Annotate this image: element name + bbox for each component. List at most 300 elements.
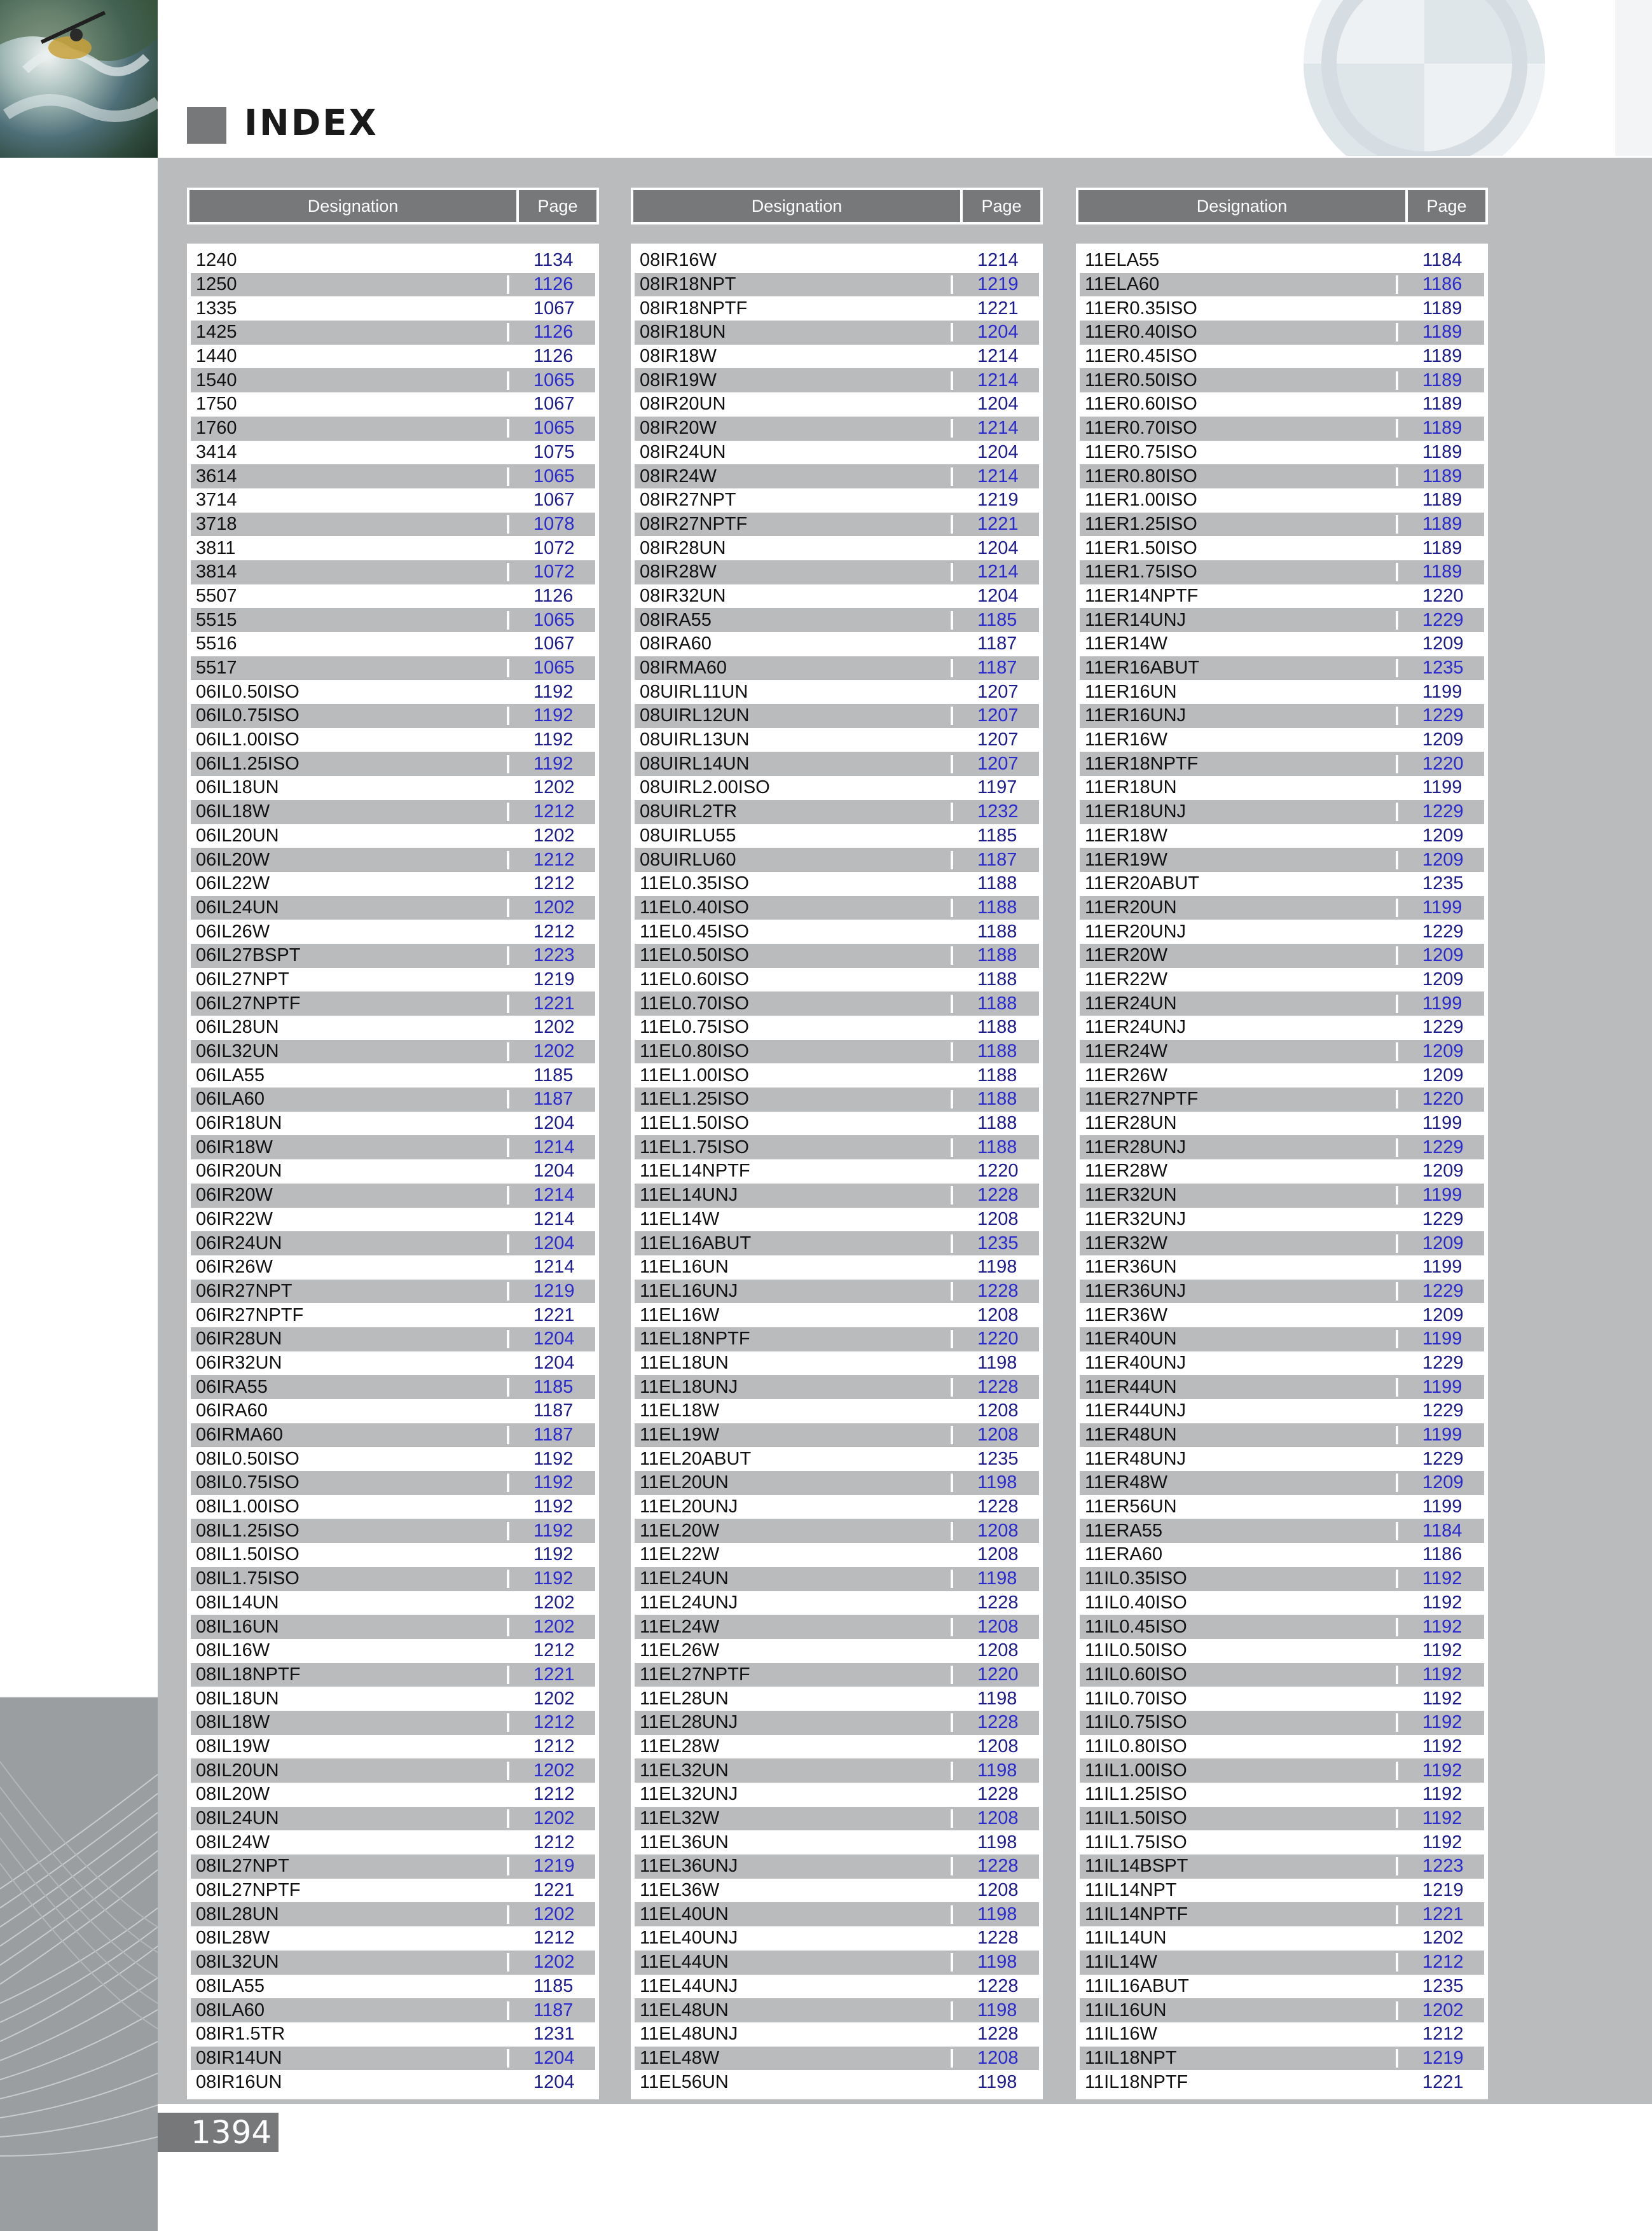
- table-row: [191, 1184, 595, 1208]
- page-link[interactable]: 1188: [977, 993, 1017, 1014]
- designation-cell: 11IL1.75ISO: [1085, 1832, 1187, 1853]
- page-link[interactable]: 1202: [533, 1760, 575, 1781]
- page-link[interactable]: 1199: [1422, 1425, 1463, 1446]
- page-link[interactable]: 1219: [533, 1280, 575, 1301]
- designation-cell: 11ER28W: [1085, 1161, 1168, 1182]
- page-link[interactable]: 1204: [533, 1233, 575, 1254]
- page-link[interactable]: 1192: [1422, 1688, 1463, 1709]
- page-link[interactable]: 1202: [533, 777, 575, 798]
- designation-cell: 11IL16W: [1085, 2024, 1157, 2045]
- page-link[interactable]: 1192: [533, 1520, 574, 1541]
- table-row: [191, 1471, 595, 1495]
- page-link[interactable]: 1065: [533, 609, 575, 630]
- table-row: [1080, 1327, 1484, 1351]
- page-link[interactable]: 1198: [977, 1688, 1017, 1709]
- page-link[interactable]: 1209: [1422, 1161, 1464, 1182]
- page-link[interactable]: 1075: [533, 441, 575, 462]
- page-link[interactable]: 1192: [533, 729, 574, 750]
- page-link[interactable]: 1221: [977, 298, 1019, 319]
- page-link[interactable]: 1235: [1422, 658, 1464, 679]
- page-link[interactable]: 1065: [533, 658, 575, 679]
- page-link[interactable]: 1214: [977, 250, 1019, 271]
- page-link[interactable]: 1212: [533, 1712, 575, 1733]
- page-link[interactable]: 1229: [1422, 1017, 1464, 1038]
- page-link[interactable]: 1228: [977, 1928, 1019, 1949]
- page-link[interactable]: 1221: [533, 1664, 575, 1685]
- page-link[interactable]: 1232: [977, 801, 1019, 822]
- page-link[interactable]: 1209: [1422, 1304, 1464, 1325]
- designation-cell: 11IL14UN: [1085, 1928, 1167, 1949]
- page-link[interactable]: 1204: [977, 441, 1019, 462]
- table-row: [191, 1351, 595, 1376]
- page-link[interactable]: 1221: [533, 1880, 575, 1901]
- page-link[interactable]: 1202: [533, 1688, 575, 1709]
- page-link[interactable]: 1189: [1422, 370, 1463, 390]
- page-link[interactable]: 1229: [1422, 705, 1464, 726]
- page-link[interactable]: 1192: [1422, 1640, 1463, 1661]
- page-link[interactable]: 1208: [977, 1640, 1019, 1661]
- page-link[interactable]: 1192: [1422, 1736, 1463, 1757]
- page-link[interactable]: 1229: [1422, 1352, 1464, 1373]
- page-link[interactable]: 1212: [533, 801, 575, 822]
- page-link[interactable]: 1072: [533, 537, 575, 558]
- page-link[interactable]: 1067: [533, 633, 575, 654]
- page-link[interactable]: 1202: [1422, 2000, 1464, 2020]
- page-link[interactable]: 1192: [1422, 1760, 1463, 1781]
- designation-cell: 11ER0.75ISO: [1085, 441, 1197, 462]
- table-row: [1080, 1711, 1484, 1735]
- page-link[interactable]: 1209: [1422, 729, 1464, 750]
- page-link[interactable]: 1187: [533, 1400, 574, 1421]
- designation-cell: 08IR16W: [640, 250, 717, 271]
- page-link[interactable]: 1207: [977, 729, 1019, 750]
- designation-cell: 11ER56UN: [1085, 1496, 1177, 1517]
- page-link[interactable]: 1214: [977, 562, 1019, 583]
- designation-cell: 11IL14BSPT: [1080, 1857, 1398, 1875]
- page-link[interactable]: 1189: [1422, 466, 1463, 487]
- page-link[interactable]: 1198: [977, 1760, 1017, 1781]
- page-link[interactable]: 1228: [977, 1784, 1019, 1805]
- page-link[interactable]: 1212: [1422, 1952, 1464, 1973]
- page-link[interactable]: 1187: [533, 2000, 574, 2020]
- page-link[interactable]: 1192: [533, 1496, 574, 1517]
- table-row: [191, 1926, 595, 1951]
- page-link[interactable]: 1235: [977, 1233, 1019, 1254]
- page-link[interactable]: 1188: [977, 1065, 1017, 1086]
- page-link[interactable]: 1189: [1422, 394, 1463, 415]
- page-link[interactable]: 1204: [533, 1161, 575, 1182]
- page-link[interactable]: 1208: [977, 1808, 1019, 1829]
- page-link[interactable]: 1189: [1422, 346, 1463, 367]
- table-row: [635, 920, 1039, 944]
- page-link[interactable]: 1204: [533, 1352, 575, 1373]
- page-link[interactable]: 1214: [977, 466, 1019, 487]
- page-link[interactable]: 1192: [533, 1544, 574, 1565]
- page-link[interactable]: 1198: [977, 2000, 1017, 2020]
- designation-cell: 08UIRL12UN: [635, 707, 953, 725]
- page-link[interactable]: 1188: [977, 1113, 1017, 1134]
- table-row: [191, 728, 595, 752]
- table-row: [635, 1902, 1039, 1926]
- page-link[interactable]: 1192: [533, 1448, 574, 1469]
- page-link[interactable]: 1212: [533, 1832, 575, 1853]
- page-link[interactable]: 1187: [977, 849, 1017, 870]
- table-row: [191, 513, 595, 537]
- page-link[interactable]: 1219: [533, 1856, 575, 1877]
- page-link[interactable]: 1220: [1422, 753, 1464, 774]
- table-row: [191, 488, 595, 513]
- page-link[interactable]: 1185: [533, 1065, 574, 1086]
- page-link[interactable]: 1202: [533, 1616, 575, 1637]
- designation-cell: 11ELA60: [1080, 275, 1398, 294]
- page-link[interactable]: 1209: [1422, 1472, 1464, 1493]
- page-link[interactable]: 1199: [1422, 777, 1463, 798]
- page-link[interactable]: 1199: [1422, 1185, 1463, 1206]
- page-link[interactable]: 1214: [533, 1257, 575, 1278]
- page-link[interactable]: 1208: [977, 1425, 1019, 1446]
- page-link[interactable]: 1214: [977, 370, 1019, 390]
- page-link[interactable]: 1188: [977, 945, 1017, 966]
- page-link[interactable]: 1235: [977, 1448, 1019, 1469]
- page-link[interactable]: 1134: [533, 250, 574, 271]
- page-link[interactable]: 1221: [1422, 2071, 1464, 2092]
- table-row: [1080, 1423, 1484, 1447]
- page-link[interactable]: 1221: [977, 513, 1019, 534]
- table-row: [1080, 1879, 1484, 1903]
- header-page: Page: [1426, 196, 1467, 216]
- page-link[interactable]: 1209: [1422, 1041, 1464, 1062]
- designation-cell: 11ER18UN: [1085, 777, 1177, 798]
- page-link[interactable]: 1189: [1422, 562, 1463, 583]
- page-link[interactable]: 1214: [977, 418, 1019, 439]
- designation-cell: 06IL18W: [191, 803, 509, 821]
- table-row: [635, 896, 1039, 920]
- designation-cell: 08IR18NPT: [635, 275, 953, 294]
- table-row: [1080, 345, 1484, 369]
- page-link[interactable]: 1188: [977, 1136, 1017, 1157]
- page-link[interactable]: 1228: [977, 1376, 1019, 1397]
- page-link[interactable]: 1189: [1422, 322, 1463, 343]
- page-link[interactable]: 1214: [533, 1208, 575, 1229]
- page-link[interactable]: 1126: [533, 346, 574, 367]
- table-row: [191, 872, 595, 896]
- page-link[interactable]: 1208: [977, 1520, 1019, 1541]
- page-link[interactable]: 1221: [533, 993, 575, 1014]
- page-link[interactable]: 1207: [977, 753, 1019, 774]
- page-link[interactable]: 1209: [1422, 969, 1464, 990]
- table-row: [1080, 920, 1484, 944]
- page-link[interactable]: 1187: [977, 633, 1017, 654]
- page-link[interactable]: 1229: [1422, 801, 1464, 822]
- page-link[interactable]: 1228: [977, 1185, 1019, 1206]
- page-link[interactable]: 1072: [533, 562, 575, 583]
- page-link[interactable]: 1228: [977, 2024, 1019, 2045]
- table-row: [1080, 2022, 1484, 2047]
- page-link[interactable]: 1065: [533, 466, 575, 487]
- page-link[interactable]: 1229: [1422, 1208, 1464, 1229]
- page-link[interactable]: 1189: [1422, 537, 1463, 558]
- page-link[interactable]: 1204: [977, 585, 1019, 606]
- page-link[interactable]: 1208: [977, 1208, 1019, 1229]
- page-link[interactable]: 1199: [1422, 1257, 1463, 1278]
- page-link[interactable]: 1186: [1422, 274, 1463, 295]
- page-link[interactable]: 1067: [533, 490, 575, 511]
- page-link[interactable]: 1229: [1422, 1400, 1464, 1421]
- page-link[interactable]: 1214: [533, 1136, 575, 1157]
- page-link[interactable]: 1229: [1422, 1448, 1464, 1469]
- page-link[interactable]: 1202: [533, 1808, 575, 1829]
- page-link[interactable]: 1065: [533, 418, 575, 439]
- page-link[interactable]: 1235: [1422, 873, 1464, 894]
- designation-cell: 11ER32UN: [1080, 1186, 1398, 1205]
- page-link[interactable]: 1208: [977, 1304, 1019, 1325]
- designation-cell: 08UIRLU55: [640, 825, 736, 846]
- table-row: [1080, 1375, 1484, 1399]
- table-row: [635, 1951, 1039, 1975]
- page-link[interactable]: 1202: [533, 1903, 575, 1924]
- page-link[interactable]: 1221: [533, 1304, 575, 1325]
- page-link[interactable]: 1204: [977, 537, 1019, 558]
- page-link[interactable]: 1220: [1422, 1089, 1464, 1110]
- page-link[interactable]: 1229: [1422, 609, 1464, 630]
- table-row: [635, 1879, 1039, 1903]
- page-link[interactable]: 1204: [977, 394, 1019, 415]
- designation-cell: 11IL1.25ISO: [1085, 1784, 1187, 1805]
- page-link[interactable]: 1188: [977, 1089, 1017, 1110]
- page-link[interactable]: 1219: [977, 274, 1019, 295]
- designation-cell: 11ER44UN: [1080, 1378, 1398, 1397]
- page-link[interactable]: 1185: [977, 609, 1017, 630]
- page-link[interactable]: 1209: [1422, 825, 1464, 846]
- page-link[interactable]: 1184: [1422, 1520, 1463, 1541]
- page-link[interactable]: 1209: [1422, 945, 1464, 966]
- table-row: [191, 584, 595, 609]
- page-link[interactable]: 1188: [977, 1041, 1017, 1062]
- page-link[interactable]: 1192: [533, 681, 574, 702]
- page-link[interactable]: 1199: [1422, 681, 1463, 702]
- page-link[interactable]: 1126: [533, 274, 574, 295]
- page-link[interactable]: 1212: [533, 1736, 575, 1757]
- page-link[interactable]: 1198: [977, 2071, 1017, 2092]
- page-link[interactable]: 1192: [1422, 1808, 1463, 1829]
- page-link[interactable]: 1198: [977, 1568, 1017, 1589]
- page-link[interactable]: 1202: [533, 1041, 575, 1062]
- page-link[interactable]: 1192: [1422, 1616, 1463, 1637]
- page-link[interactable]: 1212: [533, 873, 575, 894]
- page-link[interactable]: 1228: [977, 1712, 1019, 1733]
- page-link[interactable]: 1212: [533, 1784, 575, 1805]
- page-link[interactable]: 1198: [977, 1257, 1017, 1278]
- page-link[interactable]: 1199: [1422, 1113, 1463, 1134]
- page-number: 1394: [158, 2113, 279, 2152]
- table-row: [1080, 584, 1484, 609]
- page-link[interactable]: 1204: [533, 1113, 575, 1134]
- page-link[interactable]: 1220: [977, 1664, 1019, 1685]
- table-row: [1080, 296, 1484, 321]
- page-link[interactable]: 1192: [1422, 1568, 1463, 1589]
- page-link[interactable]: 1202: [533, 1017, 575, 1038]
- page-link[interactable]: 1188: [977, 1017, 1017, 1038]
- page-link[interactable]: 1188: [977, 969, 1017, 990]
- page-link[interactable]: 1223: [533, 945, 575, 966]
- page-link[interactable]: 1189: [1422, 490, 1463, 511]
- page-link[interactable]: 1231: [533, 2024, 575, 2045]
- page-link[interactable]: 1192: [533, 1472, 574, 1493]
- page-link[interactable]: 1229: [1422, 1280, 1464, 1301]
- page-link[interactable]: 1208: [977, 1880, 1019, 1901]
- page-link[interactable]: 1207: [977, 681, 1019, 702]
- table-row: [1080, 800, 1484, 824]
- page-link[interactable]: 1187: [533, 1425, 574, 1446]
- page-link[interactable]: 1202: [533, 1952, 575, 1973]
- page-link[interactable]: 1188: [977, 897, 1017, 918]
- page-link[interactable]: 1185: [533, 1376, 574, 1397]
- page-link[interactable]: 1188: [977, 921, 1017, 942]
- page-link[interactable]: 1185: [533, 1975, 574, 1996]
- page-link[interactable]: 1220: [977, 1161, 1019, 1182]
- page-link[interactable]: 1192: [1422, 1712, 1463, 1733]
- page-link[interactable]: 1067: [533, 394, 575, 415]
- page-link[interactable]: 1199: [1422, 1376, 1463, 1397]
- page-link[interactable]: 1228: [977, 1592, 1019, 1613]
- page-link[interactable]: 1185: [977, 825, 1017, 846]
- page-link[interactable]: 1221: [1422, 1903, 1464, 1924]
- index-column-2: [631, 188, 1043, 2092]
- page-link[interactable]: 1199: [1422, 1496, 1463, 1517]
- page-link[interactable]: 1189: [1422, 298, 1463, 319]
- page-link[interactable]: 1204: [533, 1329, 575, 1350]
- page-link[interactable]: 1078: [533, 513, 575, 534]
- designation-cell: 08IL32UN: [191, 1953, 509, 1972]
- page-link[interactable]: 1209: [1422, 1065, 1464, 1086]
- page-link[interactable]: 1208: [977, 1736, 1019, 1757]
- page-link[interactable]: 1208: [977, 1400, 1019, 1421]
- table-row: [635, 1855, 1039, 1879]
- table-row: [1080, 1567, 1484, 1591]
- page-link[interactable]: 1202: [533, 825, 575, 846]
- page-link[interactable]: 1207: [977, 705, 1019, 726]
- designation-cell: 11EL27NPTF: [635, 1666, 953, 1684]
- table-row: [635, 1615, 1039, 1639]
- designation-cell: 11EL24UNJ: [640, 1592, 738, 1613]
- designation-cell: 08IL0.50ISO: [196, 1448, 299, 1469]
- table-row: [1080, 1830, 1484, 1855]
- page-link[interactable]: 1198: [977, 1352, 1017, 1373]
- page-link[interactable]: 1197: [977, 777, 1017, 798]
- page-link[interactable]: 1223: [1422, 1856, 1464, 1877]
- page-link[interactable]: 1192: [1422, 1592, 1463, 1613]
- page-link[interactable]: 1208: [977, 1544, 1019, 1565]
- designation-cell: 11ER16W: [1085, 729, 1168, 750]
- page-link[interactable]: 1199: [1422, 1329, 1463, 1350]
- page-link[interactable]: 1192: [1422, 1784, 1463, 1805]
- page-link[interactable]: 1184: [1422, 250, 1463, 271]
- page-link[interactable]: 1189: [1422, 441, 1463, 462]
- page-link[interactable]: 1204: [977, 322, 1019, 343]
- page-link[interactable]: 1204: [533, 2047, 575, 2068]
- page-link[interactable]: 1188: [977, 873, 1017, 894]
- page-link[interactable]: 1202: [533, 1592, 575, 1613]
- page-link[interactable]: 1219: [1422, 2047, 1464, 2068]
- page-link[interactable]: 1126: [533, 585, 574, 606]
- page-link[interactable]: 1189: [1422, 513, 1463, 534]
- designation-cell: 11EL48UN: [635, 2001, 953, 2020]
- page-link[interactable]: 1192: [533, 1568, 574, 1589]
- page-link[interactable]: 1209: [1422, 1233, 1464, 1254]
- page-link[interactable]: 1208: [977, 1616, 1019, 1637]
- page-link[interactable]: 1186: [1422, 1544, 1463, 1565]
- page-link[interactable]: 1187: [533, 1089, 574, 1110]
- page-link[interactable]: 1202: [533, 897, 575, 918]
- page-link[interactable]: 1228: [977, 1496, 1019, 1517]
- page-link[interactable]: 1126: [533, 322, 574, 343]
- page-link[interactable]: 1235: [1422, 1975, 1464, 1996]
- table-row: [191, 1902, 595, 1926]
- page-link[interactable]: 1212: [533, 1640, 575, 1661]
- page-link[interactable]: 1212: [533, 921, 575, 942]
- page-link[interactable]: 1219: [977, 490, 1019, 511]
- page-link[interactable]: 1228: [977, 1280, 1019, 1301]
- table-row: [191, 368, 595, 392]
- table-row: [635, 1783, 1039, 1807]
- page-link[interactable]: 1067: [533, 298, 575, 319]
- page-link[interactable]: 1209: [1422, 633, 1464, 654]
- page-link[interactable]: 1229: [1422, 1136, 1464, 1157]
- page-link[interactable]: 1192: [533, 705, 574, 726]
- page-link[interactable]: 1219: [1422, 1880, 1464, 1901]
- page-link[interactable]: 1192: [1422, 1832, 1463, 1853]
- page-link[interactable]: 1199: [1422, 897, 1463, 918]
- page-link[interactable]: 1204: [533, 2071, 575, 2092]
- page-link[interactable]: 1065: [533, 370, 575, 390]
- table-row: [635, 1184, 1039, 1208]
- page-link[interactable]: 1212: [533, 1928, 575, 1949]
- page-link[interactable]: 1198: [977, 1832, 1017, 1853]
- page-link[interactable]: 1187: [977, 658, 1017, 679]
- table-row: [1080, 1184, 1484, 1208]
- page-link[interactable]: 1189: [1422, 418, 1463, 439]
- page-link[interactable]: 1220: [1422, 585, 1464, 606]
- designation-cell: 11ER24UNJ: [1085, 1017, 1187, 1038]
- designation-cell: 1760: [191, 419, 509, 438]
- page-link[interactable]: 1229: [1422, 921, 1464, 942]
- page-link[interactable]: 1192: [1422, 1664, 1463, 1685]
- page-link[interactable]: 1228: [977, 1975, 1019, 1996]
- page-link[interactable]: 1219: [533, 969, 575, 990]
- table-row: [191, 1063, 595, 1088]
- page-link[interactable]: 1228: [977, 1856, 1019, 1877]
- page-link[interactable]: 1198: [977, 1952, 1017, 1973]
- page-link[interactable]: 1198: [977, 1903, 1017, 1924]
- designation-cell: 11IL1.00ISO: [1080, 1762, 1398, 1780]
- table-row: [1080, 249, 1484, 273]
- page-link[interactable]: 1198: [977, 1472, 1017, 1493]
- table-row: [1080, 656, 1484, 680]
- page-link[interactable]: 1220: [977, 1329, 1019, 1350]
- page-link[interactable]: 1202: [1422, 1928, 1464, 1949]
- table-row: [635, 1159, 1039, 1184]
- page-link[interactable]: 1208: [977, 2047, 1019, 2068]
- table-row: [191, 2022, 595, 2047]
- page-link[interactable]: 1214: [977, 346, 1019, 367]
- page-link[interactable]: 1192: [533, 753, 574, 774]
- page-link[interactable]: 1212: [1422, 2024, 1464, 2045]
- designation-cell: 08IL16W: [196, 1640, 270, 1661]
- page-link[interactable]: 1199: [1422, 993, 1463, 1014]
- page-link[interactable]: 1214: [533, 1185, 575, 1206]
- page-link[interactable]: 1212: [533, 849, 575, 870]
- page-link[interactable]: 1209: [1422, 849, 1464, 870]
